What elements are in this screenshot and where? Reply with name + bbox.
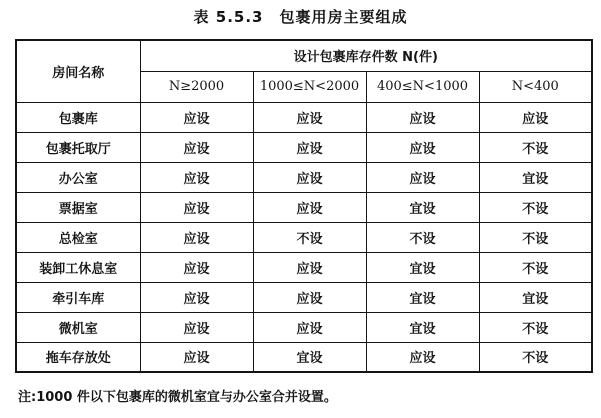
- requirement-cell: 不设: [479, 192, 592, 222]
- requirement-cell: 应设: [253, 252, 366, 282]
- table-row: [16, 192, 592, 222]
- room-name-cell: 拖车存放处: [16, 342, 140, 372]
- inventory-count-header: 设计包裹库存件数 N(件): [140, 40, 592, 71]
- requirement-cell: 宜设: [253, 342, 366, 372]
- range-header: 400≤N<1000: [366, 71, 479, 102]
- requirement-cell: 不设: [479, 132, 592, 162]
- room-name-cell: 票据室: [16, 192, 140, 222]
- range-header: 1000≤N<2000: [253, 71, 366, 102]
- table-note: 注:1000 件以下包裹库的微机室宜与办公室合并设置。: [18, 390, 337, 405]
- table-row: [16, 312, 592, 342]
- range-header: N<400: [479, 71, 592, 102]
- requirement-cell: 宜设: [366, 282, 479, 312]
- requirement-cell: 应设: [140, 162, 253, 192]
- requirement-cell: 宜设: [479, 162, 592, 192]
- requirement-cell: 应设: [253, 132, 366, 162]
- requirement-cell: 应设: [140, 102, 253, 132]
- table-row: [16, 342, 592, 372]
- requirement-cell: 应设: [253, 312, 366, 342]
- room-name-cell: 包裹库: [16, 102, 140, 132]
- range-header: N≥2000: [140, 71, 253, 102]
- requirement-cell: 应设: [366, 162, 479, 192]
- requirement-cell: 宜设: [366, 312, 479, 342]
- requirement-cell: 应设: [140, 222, 253, 252]
- requirement-cell: 不设: [479, 312, 592, 342]
- room-name-cell: 包裹托取厅: [16, 132, 140, 162]
- requirement-cell: 应设: [140, 132, 253, 162]
- requirement-cell: 应设: [140, 252, 253, 282]
- table-row: [16, 252, 592, 282]
- table-row: [16, 282, 592, 312]
- requirement-cell: 不设: [253, 222, 366, 252]
- requirement-cell: 应设: [140, 342, 253, 372]
- requirement-cell: 宜设: [366, 192, 479, 222]
- table-row: [16, 132, 592, 162]
- requirement-cell: 应设: [253, 162, 366, 192]
- room-name-cell: 微机室: [16, 312, 140, 342]
- requirement-cell: 应设: [140, 192, 253, 222]
- table-row: [16, 162, 592, 192]
- room-name-cell: 装卸工休息室: [16, 252, 140, 282]
- room-name-cell: 牵引车库: [16, 282, 140, 312]
- requirement-cell: 应设: [366, 102, 479, 132]
- table-row: [16, 102, 592, 132]
- room-composition-table: [15, 39, 593, 373]
- requirement-cell: 应设: [479, 102, 592, 132]
- table-row: [16, 222, 592, 252]
- requirement-cell: 应设: [140, 282, 253, 312]
- room-name-cell: 办公室: [16, 162, 140, 192]
- requirement-cell: 宜设: [366, 252, 479, 282]
- room-name-cell: 总检室: [16, 222, 140, 252]
- requirement-cell: 不设: [479, 342, 592, 372]
- requirement-cell: 应设: [253, 192, 366, 222]
- requirement-cell: 应设: [366, 342, 479, 372]
- requirement-cell: 不设: [479, 222, 592, 252]
- requirement-cell: 应设: [253, 102, 366, 132]
- table-title: 表 5.5.3 包裹用房主要组成: [193, 8, 408, 26]
- requirement-cell: 宜设: [479, 282, 592, 312]
- requirement-cell: 应设: [366, 132, 479, 162]
- requirement-cell: 应设: [140, 312, 253, 342]
- requirement-cell: 应设: [253, 282, 366, 312]
- requirement-cell: 不设: [366, 222, 479, 252]
- room-name-header: 房间名称: [16, 40, 140, 102]
- requirement-cell: 不设: [479, 252, 592, 282]
- table-body: [16, 102, 592, 372]
